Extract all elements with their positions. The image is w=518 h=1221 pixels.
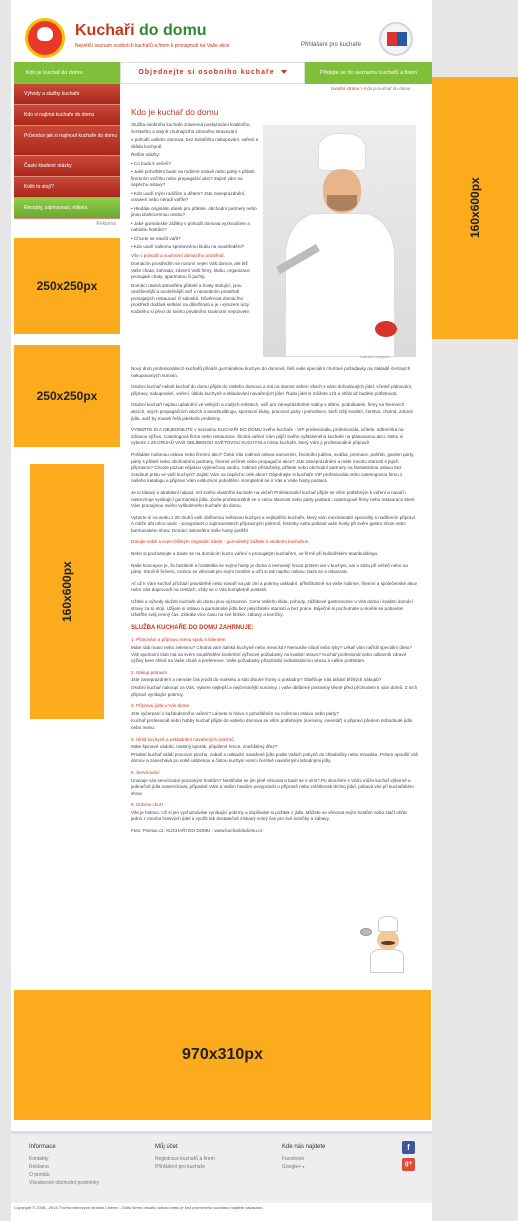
article-paragraph: Nebo si pochutnejte a bavte se na domácím kurzu vaření s pronajatým kuchařem, ve firmě při kulinářském teambuildingu. <box>131 551 379 557</box>
sidebar-nav <box>14 84 120 227</box>
ad-top-right[interactable]: 160x600px <box>432 77 518 339</box>
sidebar-item-guide[interactable]: Průvodce jak si najmout kuchaře do domu <box>14 126 120 156</box>
article-paragraph: Užitek a výhody služeb kuchaře do domu jsou významné. Cena Vašeho klidu, pohody, zážitkové gastronomie u Vás doma i kvalitní domácí stravy za to stojí. Užijete si oslavu a gurmánské jídlo bez jakýchkoliv starostí a bez práce. Báječně si pochutnáte a skvěle se pobavíte! Ušetříte svůj cenný čas. Získáte více času na své blízké, zábavy a koníčky. <box>131 599 413 618</box>
ad-left-3[interactable]: 160x600px <box>30 464 104 719</box>
sidebar-item-who-hires[interactable]: Kdo si najímá kuchaře do domu <box>14 105 120 126</box>
article-paragraph: Osobní kuchař neboli kuchař do domu přijde do Vašeho domova a má na starost vaření všech s vámi dohodnutých jídel, včetně plánování, přípravy, nakupování, vaření, úklidu kuchyně a skladování navařených jídel. Řadu jídel si můžete vzít a ohřát až budete potřebovat. <box>131 384 413 396</box>
breadcrumb-current: Kdo je kuchař do domu <box>364 86 411 91</box>
partner-seal-icon <box>379 22 413 56</box>
service-heading: 1. Plánování a přípravu menu spolu s klientem <box>131 637 226 643</box>
service-heading: 3. Přípravu jídla u Vás doma <box>131 703 189 709</box>
chevron-down-icon <box>281 70 287 74</box>
article-paragraph: Nový druh profesionálních kuchařů přináší gurmánskou kuchyni do domovů, řeší vaše speciální chuťové požadavky na základě čerstvých nakupovaných surovin. <box>131 366 411 378</box>
ad-left-1[interactable]: 250x250px <box>14 238 120 334</box>
nav-item-who-is-chef[interactable]: Kdo je kuchař do domu <box>14 62 120 84</box>
ad-bottom[interactable]: 970x310px <box>14 990 431 1120</box>
intro-p: • Jaké gurmánské zážitky v pohodlí domova vyzkoušíme a nabídnu hostům? <box>131 220 250 232</box>
footer-link-contacts[interactable]: Kontakty <box>29 1156 49 1162</box>
intro-p: v pohodlí vašeho domova, bez kolotěčku nakupování, vaření a úklidu kuchyně. <box>131 137 259 149</box>
chef-mascot-icon <box>356 916 406 974</box>
article-body <box>131 366 418 840</box>
footer-link-register[interactable]: Registrace kuchařů a firem <box>155 1156 215 1162</box>
service-heading: 4. Úklid kuchyně a uskladnění navařených pokrmů <box>131 736 234 742</box>
site-tagline: Největší seznam osobních kuchařů a firem k pronajmutí na Vaše akce <box>75 43 230 49</box>
article-paragraph: Ať už k Vám kuchař přichází pravidelně nebo navaří na pár dní a pokrmy uskladní, příležitostně na Vaše rodinné, firemní a společenské akce nebo Vás doprovodí na cestách, vždy se o Vás kompletně postará. <box>131 580 418 593</box>
copyright-text: Copyright © 2008 - 2014 Tvorba webových stránek Liberec - Další šíření obsahu tohoto webu je bez písemného souhlasu majitele zakázáno. <box>14 1205 264 1210</box>
footer-col-account <box>155 1144 215 1172</box>
service-heading: 2. Nákup potravin <box>131 669 168 675</box>
service-text: Vše je hotovo. Už si jen vychutnáváte vynikající pokrmy a dopřáváte si požitek z jídla. Můžete se věnovat svým hostům nebo stačí ohřát jedno z mnoha hotových jídel a využít tak dostatečně získaný volný čas pro své koníčky a zábavy. <box>131 809 407 822</box>
article-paragraph: VYBERTE SI A OBJEDNEJTE v seznamu KUCHAŘI DO DOMU svého kuchaře - VIP profesionála, profesionála, učitele, odborníka na zdravou výživu. Cateringová firma nebo restaurace. Široká vaření Vám půjčí svého vyškoleného kuchaře na plánovanou akci. Nebo si vyberte z 25 DRUHŮ VAŠI OBLÍBENOU SVĚTOVOU KUCHYNI a místa kuchaře, který Vám ji profesionálně připraví! <box>131 427 404 446</box>
service-text: Máte rádi maso nebo zeleninu? Chutná vám italská kuchyně nebo mexická? Nemusíte cibuli nebo tyky? Lékař vám nařídil speciální dietu? Váš sportovní klub má na svém soustředění konkrétní výživové požadavky na kvalitní stravu? Kuchař profesionál nebo odborník zdravé výživy bere ohled na Vaše chutě a preference. Vaše požadavky přizpůsobí individuálnímu vkusu a vašim potřebám. <box>131 645 412 664</box>
service-text: Jste zaneprázdnění a nemáte čas jezdit do marketu a stát dlouhé fronty u pokladny? Obtěžuje Vás tahání těžkých nákupů? <box>131 677 382 683</box>
intro-p: Služba osobního kuchaře znamená poskytování kvalitního, čerstvého a stejně chutnajícího zdravého stravování <box>131 122 251 134</box>
service-text: Jste vyčerpaní z každodenního vaření? Lámete si hlavu s pohoštěním na rodinnou oslavu nebo párty? <box>131 710 339 716</box>
footer-link-about[interactable]: O portálu <box>29 1172 50 1178</box>
intro-p: • Jaké pohoštění bude na rodinné oslavě nebo párty s přáteli, firemním večírku nebo propagační akci? Zajistí vám na úspěchu oslavy? <box>131 169 256 187</box>
service-text: Kuchař profesionál nebo hobby kuchař přijde do vašeho domova se vším potřebným (suroviny, inventář) a připraví předem dohodnuté jídlo nebo menu. <box>131 718 413 730</box>
services-title: SLUŽBA KUCHAŘE DO DOMU ZAHRNUJE: <box>131 624 254 631</box>
article-paragraph: Osobní kuchaři nejdou uplatnění ve velkých a malých městech, vaří pro zaneprázdněné rodiny s dětmi, podnikatele, firmy na firemních akcích, svých propagačních akcích a teambuildingu, sportovní kluby, pracovní party i jednotlivce, kteří ctějí kvalitní, čerstvá, chutná, zdravá jídla, aniž by museli řešit jakékoliv problémy. <box>131 402 413 421</box>
footer-link-login[interactable]: Přihlášení pro kuchaře <box>155 1164 206 1170</box>
footer-link-google[interactable]: Google+ ▾ <box>282 1164 305 1170</box>
breadcrumb: Úvodní strana > Kdo je kuchař do domu <box>331 86 411 91</box>
site-footer <box>11 1131 432 1203</box>
sidebar-item-cost[interactable]: Kolik to stojí? <box>14 177 120 198</box>
article-paragraph: Naše koncepce je, že hostitelé a hostitelka se svými hosty je doma a nemusejí hnout prstem ani v kuchyni, ani u stolu při večeři nebo na párty. Stručně řečeno, mohou se věnovat jen svým hostům a užít si tak naplno oslavu, bavit se a relaxovat. <box>131 562 408 575</box>
footer-link-facebook[interactable]: Facebook <box>282 1156 304 1162</box>
ad-left-2[interactable]: 250x250px <box>14 345 120 447</box>
service-text: Osobní kuchař nakoupí za Vás. Vybere nejlepší a nejčerstvější suroviny, i vaše oblíbené potraviny těsně před příchodem k vám domů. Z nich připraví vynikající pokrmy. <box>131 684 418 697</box>
site-header <box>11 0 432 62</box>
footer-col-info <box>29 1144 99 1188</box>
footer-heading: Informace <box>29 1144 56 1150</box>
intro-p: • Hledáte originální dárek pro přátele, obchodní partnery nebo jinou drahocennou osobu? <box>131 205 257 217</box>
article-paragraph: Je to lákavý a atraktivní nápad, mít svého vlastního kuchaře na večeři Profesionální kuchař přijde se vším potřebným k vaření a navaří i naservíruje vynikající gurmánská jídla. Zcela profesionálně se o celou slavnost nebo párty postará i cateringové firmy nebo restaurace které Vám pronajmou svého vyškoleného kuchaře do domu. <box>131 489 415 509</box>
article-paragraph: Darujte sobě a svým blízkým originální dárek - gurmánský zážitek s osobním kuchařem. <box>131 539 310 545</box>
sidebar-item-faq[interactable]: Často kladené otázky <box>14 156 120 177</box>
photo-credit[interactable]: Foto: Pixmac.cz, KUCHAŘI DO DOMU - www.kucharidodomu.cz <box>131 828 263 834</box>
service-text: Máte špinavé nádobí, mastný sporák, připálené hrnce, znečištěný dřez? <box>131 744 278 750</box>
facebook-icon[interactable]: f <box>402 1141 415 1154</box>
join-list-button[interactable]: Přidejte se do seznamu kuchařů a firem <box>305 62 432 84</box>
service-text: Privátní kuchař uklidí pracovní plochu, zabalí a uskladní navařené jídlo podle Vašich pokynů do chladničky nebo mrazáku. Potom opouští váš domov a zanechává po sobě uklizenou a čistou kuchyni voníci čerstvě navařenými lahodnými jídly. <box>131 751 418 764</box>
service-heading: 6. Dobrou chuť! <box>131 802 163 808</box>
chef-login-link[interactable]: Přihlášení pro kuchaře <box>301 42 362 48</box>
page-title: Kdo je kuchař do domu <box>131 107 219 117</box>
intro-text <box>131 122 259 317</box>
intro-p: • Kdo uvaří mým rodičům a dětem? Jste zaneprázdnění, unavení nebo neradi vaříte? <box>131 190 246 202</box>
chef-photo <box>263 125 416 357</box>
breadcrumb-home[interactable]: Úvodní strana <box>331 86 360 91</box>
intro-p: • Kdo uvaří našemu sportovnímu klubu na soustředění? <box>131 244 245 249</box>
footer-link-terms[interactable]: Všeobecné obchodní podmínky <box>29 1180 100 1186</box>
google-plus-icon[interactable]: g+ <box>402 1158 415 1171</box>
site-brand[interactable]: Kuchaři do domu <box>75 22 207 39</box>
footer-heading: Kde nás najdete <box>282 1144 326 1150</box>
intro-p: Domácí útulná atmosféra přátelé a hosty stolující, jsou osvěženější a uvolněnější než v neosobním prostředí pronajatých restaurací či salonků. Důvěrnost domácího prostředí dodává setkání na důležitosti a je i výrazem úcty. Každého si přeci do svého privátního soukromí nepozvete. <box>131 282 251 314</box>
footer-col-social <box>282 1144 325 1172</box>
intro-p: Domácím prostředím se rozumí nejen Váš domov, ale též Vaše chata, zahrada, zázemí Vaší firmy, klubu, organizace, pronajaté chaty, apartmánu či jachty. <box>131 261 252 279</box>
sidebar-item-recipes[interactable]: Recepty, zajímavosti, etiketa <box>14 198 120 219</box>
service-heading: 5. Servírování <box>131 769 160 775</box>
sidebar-item-benefits[interactable]: Výhody a služby kuchaře <box>14 84 120 105</box>
intro-p: • Co budu k večeři? <box>131 160 171 166</box>
chef-logo-icon[interactable] <box>25 18 65 58</box>
service-text: Unavuje vás servírování pozvaným hostům? Nestíháte se jim plně věnovat a bavit se s nimi? Po skončení s Vámi může kuchař výborně a jedinečně jídla naservírovat, případně Vám a Vašim hostům povyprávět o přípravě nebo zvláštnosti těchto jídel, pobavit vás při kuchařském show. <box>131 777 414 796</box>
footer-link-ads[interactable]: Reklama <box>29 1164 49 1170</box>
footer-heading: Můj účet <box>155 1144 178 1150</box>
order-chef-dropdown[interactable]: Objednejte si osobního kuchaře <box>120 62 305 84</box>
intro-highlight: Vše v pohodlí a soukromí domácího prostředí. <box>131 252 225 258</box>
article-paragraph: Pořádáte rodinnou oslavu nebo firemní akci? Čeká Vás rodinná oslava narozenin, životního jubilea, svatba, promoce, pohřeb, garden párty, párty s přáteli nebo obchodními partnery, firemní večírek nebo propagační akce? Jste zaneprázdnění a máte mnoho starostí s jejich přípravou? Chcete pozvat nějakou výjimečnou osobu, rodinné příslušníky, přátele nebo obchodní partnery na fantastickou oslavu bez zvednutí prstu ve vaší kuchyni? Zajistí Vám na úspěchu celé akce? Objednejte si kuchaře VIP profesionála nebo cateringovou firmu z našeho katalogu a připraví Vám exkluzivní pohoštění. Kompletně se o Vás a Vaše hosty postará. <box>131 451 415 484</box>
intro-p: Řešíte otázky: <box>131 152 161 157</box>
article-paragraph: Vyberte si na webu z 25 druhů vaší oblíbenou světovou kuchyni a nejlepšího kuchaře, který vám mezinárodní speciality s nadšením připraví. A může dát něco navíc - povyprávět o zajímavostech přípravných pokrmů, historky nebo pobavit vaše hosty při svém gastro show nebo barmanském show. Domácí atmosféra Vaše hosty potěší! <box>131 514 417 533</box>
photo-caption: Ilustrační fotografie <box>360 355 390 359</box>
ad-label: Reklama <box>96 221 116 227</box>
intro-p: • Chcete se naučit vařit? <box>131 235 181 241</box>
